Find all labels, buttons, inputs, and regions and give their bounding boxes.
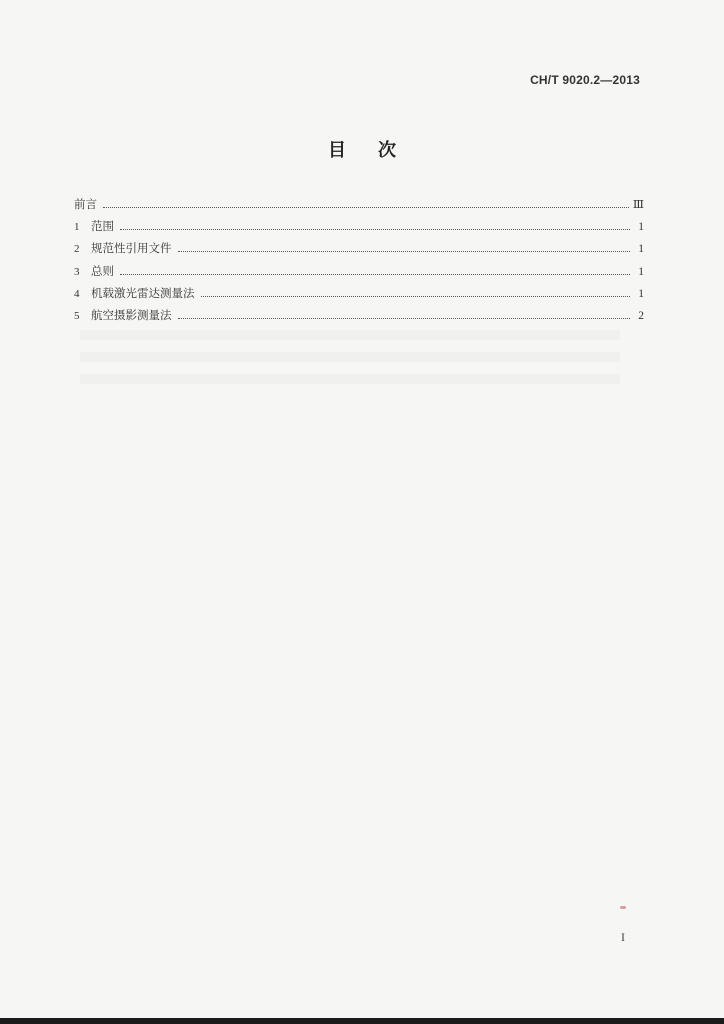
scan-speck bbox=[620, 906, 626, 909]
toc-entry-page: Ⅲ bbox=[632, 199, 644, 211]
toc-entry-label: 总则 bbox=[91, 263, 114, 278]
toc-title-char-2: 次 bbox=[378, 140, 396, 161]
toc-list bbox=[74, 196, 644, 329]
toc-entry-label: 航空摄影测量法 bbox=[91, 307, 172, 322]
toc-entry-scope[interactable] bbox=[74, 218, 644, 240]
bleed-through-shadow bbox=[80, 330, 620, 390]
toc-dot-leader bbox=[120, 273, 630, 275]
footer-page-number: I bbox=[621, 930, 625, 944]
toc-dot-leader bbox=[103, 206, 629, 208]
toc-entry-label: 规范性引用文件 bbox=[91, 241, 172, 256]
toc-entry-number: 3 bbox=[74, 265, 80, 278]
toc-entry-airborne-lidar[interactable] bbox=[74, 285, 644, 307]
standard-code: CH/T 9020.2—2013 bbox=[530, 73, 640, 87]
toc-entry-page: 1 bbox=[638, 265, 644, 278]
toc-entry-number: 2 bbox=[74, 243, 80, 256]
toc-entry-label: 范围 bbox=[91, 219, 114, 234]
toc-title-char-1: 目 bbox=[328, 140, 346, 161]
toc-entry-page: 2 bbox=[638, 309, 644, 322]
toc-dot-leader bbox=[120, 228, 630, 230]
toc-entry-label: 前言 bbox=[74, 197, 97, 211]
toc-entry-page: 1 bbox=[638, 221, 644, 234]
toc-dot-leader bbox=[178, 317, 631, 319]
toc-entry-label: 机载激光雷达测量法 bbox=[91, 285, 195, 300]
toc-entry-aerial-photogrammetry[interactable] bbox=[74, 307, 644, 329]
toc-dot-leader bbox=[178, 250, 631, 252]
toc-entry-page: 1 bbox=[638, 243, 644, 256]
toc-entry-general[interactable] bbox=[74, 263, 644, 285]
toc-entry-number: 4 bbox=[74, 287, 80, 300]
toc-dot-leader bbox=[201, 295, 631, 297]
toc-entry-page: 1 bbox=[638, 287, 644, 300]
toc-entry-number: 1 bbox=[74, 221, 80, 234]
toc-entry-foreword[interactable] bbox=[74, 196, 644, 218]
toc-entry-number: 5 bbox=[74, 309, 80, 322]
toc-title bbox=[0, 136, 724, 162]
toc-entry-normative-references[interactable] bbox=[74, 240, 644, 262]
scan-bottom-edge bbox=[0, 1018, 724, 1024]
